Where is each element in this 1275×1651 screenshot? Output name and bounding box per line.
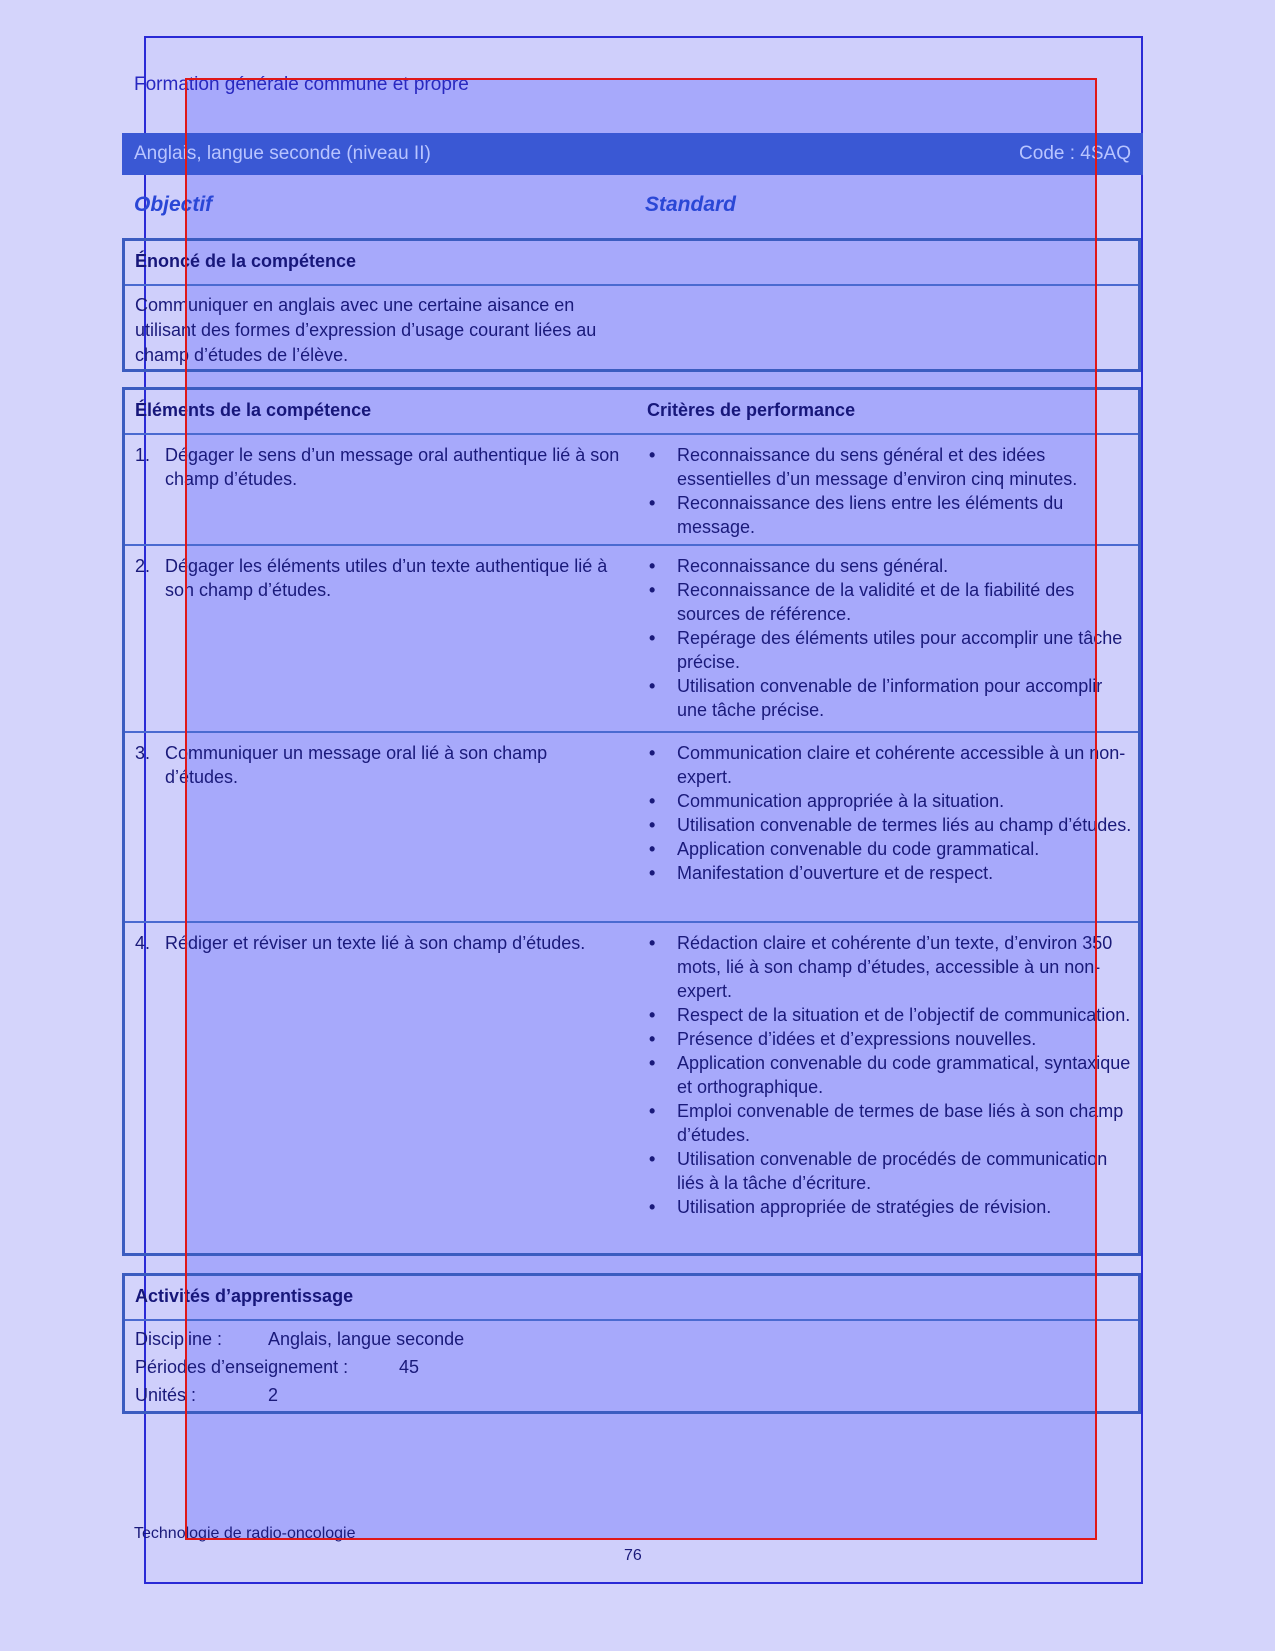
activites-heading <box>125 1276 1138 1321</box>
activites-box <box>122 1273 1141 1414</box>
elements-heading: Éléments de la compétence <box>135 400 372 420</box>
criteria-heading: Critères de performance <box>647 400 856 420</box>
enonce-heading <box>125 241 1138 286</box>
element-number: 4. <box>135 933 151 953</box>
element-text <box>135 741 625 789</box>
objectif-label: Objectif <box>134 193 213 216</box>
criterion-item: • Utilisation convenable de procédés de communication liés à la tâche d’écriture. <box>647 1147 1133 1195</box>
criterion-item: • Emploi convenable de termes de base liés à son champ d’études. <box>647 1099 1133 1147</box>
criterion-item: • Utilisation appropriée de stratégies de révision. <box>647 1195 1133 1219</box>
element-description: Communiquer un message oral lié à son champ d’études. <box>165 743 548 787</box>
criterion-item: • Reconnaissance des liens entre les éléments du message. <box>647 491 1133 539</box>
criterion-item: • Reconnaissance de la validité et de la fiabilité des sources de référence. <box>647 578 1133 626</box>
unites-line <box>135 1385 535 1406</box>
page-number: 76 <box>624 1547 642 1564</box>
discipline-label: Discipline : <box>135 1329 223 1349</box>
element-description: Dégager les éléments utiles d’un texte authentique lié à son champ d’études. <box>165 556 608 600</box>
criterion-item: • Reconnaissance du sens général. <box>647 554 1133 578</box>
course-bar <box>122 133 1143 175</box>
criterion-item: • Application convenable du code grammatical, syntaxique et orthographique. <box>647 1051 1133 1099</box>
element-description: Dégager le sens d’un message oral authentique lié à son champ d’études. <box>165 445 620 489</box>
activites-heading-text: Activités d’apprentissage <box>135 1286 354 1306</box>
element-description: Rédiger et réviser un texte lié à son champ d’études. <box>165 933 586 953</box>
criteria-list <box>647 443 1133 539</box>
periodes-label: Périodes d’enseignement : <box>135 1357 349 1377</box>
unites-label: Unités : <box>135 1385 197 1405</box>
element-text <box>135 931 625 955</box>
discipline-line <box>135 1329 465 1350</box>
elements-box <box>122 387 1141 1256</box>
element-number: 2. <box>135 556 151 576</box>
criterion-item: • Présence d’idées et d’expressions nouvelles. <box>647 1027 1133 1051</box>
criteria-list <box>647 931 1133 1219</box>
element-text <box>135 443 625 491</box>
formation-heading: Formation générale commune et propre <box>134 74 469 95</box>
element-number: 1. <box>135 445 151 465</box>
criterion-item: • Repérage des éléments utiles pour accomplir une tâche précise. <box>647 626 1133 674</box>
footer-program: Technologie de radio-oncologie <box>134 1525 356 1542</box>
element-row <box>125 546 1138 733</box>
criterion-item: • Application convenable du code grammatical. <box>647 837 1133 861</box>
criterion-item: • Communication appropriée à la situation. <box>647 789 1133 813</box>
criterion-item: • Respect de la situation et de l’objectif de communication. <box>647 1003 1133 1027</box>
criterion-item: • Manifestation d’ouverture et de respect. <box>647 861 1133 885</box>
criterion-item: • Utilisation convenable de l’information pour accomplir une tâche précise. <box>647 674 1133 722</box>
course-title: Anglais, langue seconde (niveau II) <box>134 143 431 164</box>
periodes-line <box>135 1357 535 1378</box>
elements-heading-row <box>125 390 1138 435</box>
standard-label: Standard <box>645 193 737 216</box>
enonce-heading-text: Énoncé de la compétence <box>135 251 357 271</box>
element-text <box>135 554 625 602</box>
criterion-item: • Reconnaissance du sens général et des idées essentielles d’un message d’environ cinq minutes. <box>647 443 1133 491</box>
unites-value: 2 <box>268 1385 279 1405</box>
enonce-text: Communiquer en anglais avec une certaine aisance en utilisant des formes d’expression d’usage courant liées au champ d’études de l’élève. <box>135 295 597 365</box>
discipline-value: Anglais, langue seconde <box>268 1329 465 1349</box>
criteria-list <box>647 741 1133 885</box>
criterion-item: • Communication claire et cohérente accessible à un non-expert. <box>647 741 1133 789</box>
element-row <box>125 733 1138 923</box>
periodes-value: 45 <box>399 1357 420 1377</box>
element-number: 3. <box>135 743 151 763</box>
criterion-item: • Utilisation convenable de termes liés au champ d’études. <box>647 813 1133 837</box>
enonce-box <box>122 238 1141 372</box>
criterion-item: • Rédaction claire et cohérente d’un texte, d’environ 350 mots, lié à son champ d’études, accessible à un non-expert. <box>647 931 1133 1003</box>
course-code: Code : 4SAQ <box>1019 143 1131 164</box>
element-row <box>125 435 1138 546</box>
criteria-list <box>647 554 1133 722</box>
element-row <box>125 923 1138 1253</box>
